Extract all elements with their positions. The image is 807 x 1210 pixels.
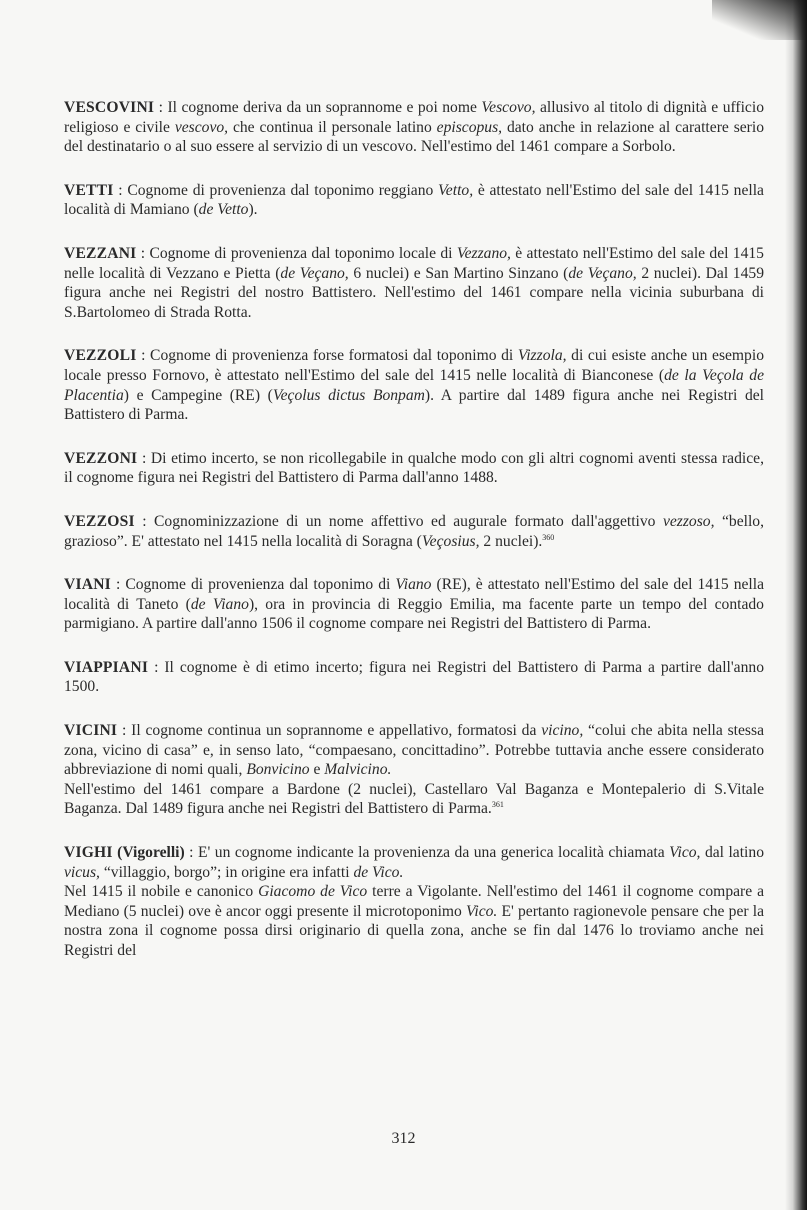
entry-separator: :	[184, 844, 198, 862]
text: Nell'estimo del 1461 compare a Bardone (2 nuclei), Castellaro Val Baganza e Montepalerio di S.Vitale Baganza. Dal 1489 figura anche nei Registri del Battistero di Parma.	[64, 780, 764, 818]
entry-vicini	[64, 721, 764, 819]
text: Cognome di provenienza forse formatosi dal toponimo di	[150, 347, 518, 365]
text: Cognominizzazione di un nome affettivo ed augurale formato dall'aggettivo	[154, 512, 663, 530]
entry-separator: :	[134, 512, 155, 530]
text: “villaggio, borgo”; in origine era infatti	[99, 863, 354, 881]
entry-paragraph	[64, 98, 764, 157]
italic-text: vicus,	[64, 863, 100, 881]
entry-paragraph	[64, 575, 764, 634]
entry-vezzani	[64, 244, 764, 322]
text: Di etimo incerto, se non ricollegabile in qualche modo con gli altri cognomi aventi stessa radice, il cognome figura nei Registri del Battistero di Parma dall'anno 1488.	[64, 449, 764, 487]
page-gutter-shadow	[785, 0, 807, 1210]
text: Il cognome è di etimo incerto; figura nei Registri del Battistero di Parma a partire dall'anno 1500.	[64, 658, 764, 696]
entry-separator: :	[113, 181, 128, 199]
italic-text: de la Veçola de Placentia	[64, 366, 764, 404]
entry-paragraph	[64, 721, 764, 780]
entry-separator: :	[148, 658, 165, 676]
entry-vezzoli	[64, 346, 764, 424]
entry-paragraph	[64, 780, 764, 819]
italic-text: de Veçano,	[568, 264, 637, 282]
entry-paragraph	[64, 346, 764, 424]
text: Cognome di provenienza dal toponimo reggiano	[127, 181, 439, 199]
text: terre a Vigolante. Nell'estimo del 1461 il cognome compare a Mediano (5 nuclei) ove è ancor oggi presente il microtoponimo	[64, 883, 764, 920]
text: Cognome di provenienza dal toponimo locale di	[149, 244, 457, 262]
italic-text: vicino,	[541, 722, 584, 740]
entry-separator: :	[136, 244, 150, 262]
entry-term: VESCOVINI	[64, 99, 155, 116]
footnote-ref: 360	[542, 532, 555, 542]
entry-viani	[64, 575, 764, 634]
entry-paragraph	[64, 843, 764, 882]
italic-text: Viano	[395, 576, 432, 594]
text: Il cognome deriva da un soprannome e poi nome	[167, 99, 482, 116]
text: “colui che abita nella stessa zona, vicino di casa” e, in senso lato, “compaesano, concittadino”. Potrebbe tuttavia anche essere considerato abbreviazione di nomi quali,	[64, 722, 764, 779]
italic-text: de Viano	[190, 595, 249, 613]
text: è attestato nell'Estimo del sale del 1415 nella località di Mamiano (	[64, 181, 764, 219]
entry-term: VETTI	[64, 181, 114, 199]
entry-vezzoni	[64, 449, 764, 488]
dictionary-body	[64, 98, 764, 985]
text: ).	[248, 201, 258, 219]
text: 2 nuclei). Dal 1459 figura anche nei Registri del nostro Battistero. Nell'estimo del 1461 compare nella vicinia suburbana di S.Bartolomeo di Strada Rotta.	[64, 264, 764, 321]
text: e	[309, 761, 325, 779]
text: Nel 1415 il nobile e canonico	[64, 883, 259, 901]
entry-vescovini	[64, 98, 764, 157]
entry-separator: :	[137, 449, 151, 467]
text: “bello, grazioso”. E' attestato nel 1415 nella località di Soragna (	[64, 512, 764, 550]
entry-term: VICINI	[64, 722, 118, 740]
entry-separator: :	[154, 99, 168, 116]
entry-separator: :	[136, 347, 151, 365]
text: E' un cognome indicante la provenienza da una generica località chiamata	[198, 844, 670, 862]
entry-vighi	[64, 843, 764, 961]
italic-text: Bonvicino	[246, 761, 310, 779]
entry-paragraph	[64, 449, 764, 488]
footnote-ref: 361	[491, 800, 504, 810]
entry-separator: :	[110, 576, 126, 594]
text: che continua il personale latino	[228, 118, 437, 136]
italic-text: Vico.	[466, 902, 498, 920]
entry-vetti	[64, 181, 764, 220]
entry-paragraph	[64, 512, 764, 551]
entry-term: VIANI	[64, 576, 111, 594]
text: Il cognome continua un soprannome e appellativo, formatosi da	[131, 722, 542, 740]
entry-term: VEZZOSI	[64, 512, 135, 530]
entry-paragraph	[64, 244, 764, 322]
entry-term: VIAPPIANI	[64, 658, 149, 676]
entry-term-variant: (Vigorelli)	[112, 844, 185, 862]
italic-text: Malvicino.	[324, 761, 392, 779]
text: ) e Campegine (RE) (	[123, 386, 273, 404]
italic-text: Vescovo,	[481, 99, 536, 116]
entry-paragraph	[64, 658, 764, 697]
italic-text: Veçolus dictus Bonpam	[272, 386, 425, 404]
entry-separator: :	[117, 722, 132, 740]
entry-term: VIGHI	[64, 844, 113, 862]
italic-text: de Vetto	[198, 201, 249, 219]
italic-text: de Veçano,	[280, 264, 349, 282]
italic-text: Veçosius,	[421, 532, 480, 550]
text: dal latino	[700, 844, 764, 862]
italic-text: de Vico.	[353, 863, 404, 881]
entry-vezzosi	[64, 512, 764, 551]
text: E' pertanto ragionevole pensare che per la nostra zona il cognome possa dirsi originario di quella zona, anche se fin dal 1476 lo troviamo anche nei Registri del	[64, 902, 764, 959]
text: (RE), è attestato nell'Estimo del sale del 1415 nella località di Taneto (	[64, 576, 765, 613]
italic-text: Giacomo de Vico	[258, 883, 368, 901]
entry-viappiani	[64, 658, 764, 697]
page-number: 312	[391, 1130, 416, 1147]
italic-text: Vico,	[669, 844, 701, 862]
text: allusivo al titolo di dignità e ufficio religioso e civile	[64, 99, 764, 136]
italic-text: vezzoso,	[662, 512, 715, 530]
entry-paragraph	[64, 882, 764, 960]
italic-text: Vetto,	[438, 181, 474, 199]
text: ), ora in provincia di Reggio Emilia, ma facente parte un tempo del contado parmigiano. A partire dall'anno 1506 il cognome compare nei Registri del Battistero di Parma.	[64, 595, 764, 633]
entry-paragraph	[64, 181, 764, 220]
text: 2 nuclei).	[479, 532, 543, 550]
italic-text: vescovo,	[174, 118, 229, 136]
text: ). A partire dal 1489 figura anche nei Registri del Battistero di Parma.	[64, 386, 765, 424]
italic-text: Vezzano,	[456, 244, 511, 262]
text: 6 nuclei) e San Martino Sinzano (	[348, 264, 569, 282]
text: Cognome di provenienza dal toponimo di	[125, 576, 396, 594]
text: di cui esiste anche un esempio locale presso Fornovo, è attestato nell'Estimo del sale del 1415 nelle località di Bianconese (	[64, 347, 764, 384]
entry-term: VEZZOLI	[64, 347, 137, 365]
text: è attestato nell'Estimo del sale del 1415 nelle località di Vezzano e Pietta (	[64, 244, 764, 282]
entry-term: VEZZONI	[64, 449, 138, 467]
text: dato anche in relazione al carattere serio del destinatario o al suo essere al servizio di un vescovo. Nell'estimo del 1461 compare a Sorbolo.	[64, 118, 765, 156]
italic-text: episcopus,	[436, 118, 503, 136]
italic-text: Vizzola,	[517, 347, 567, 365]
entry-term: VEZZANI	[64, 244, 137, 262]
